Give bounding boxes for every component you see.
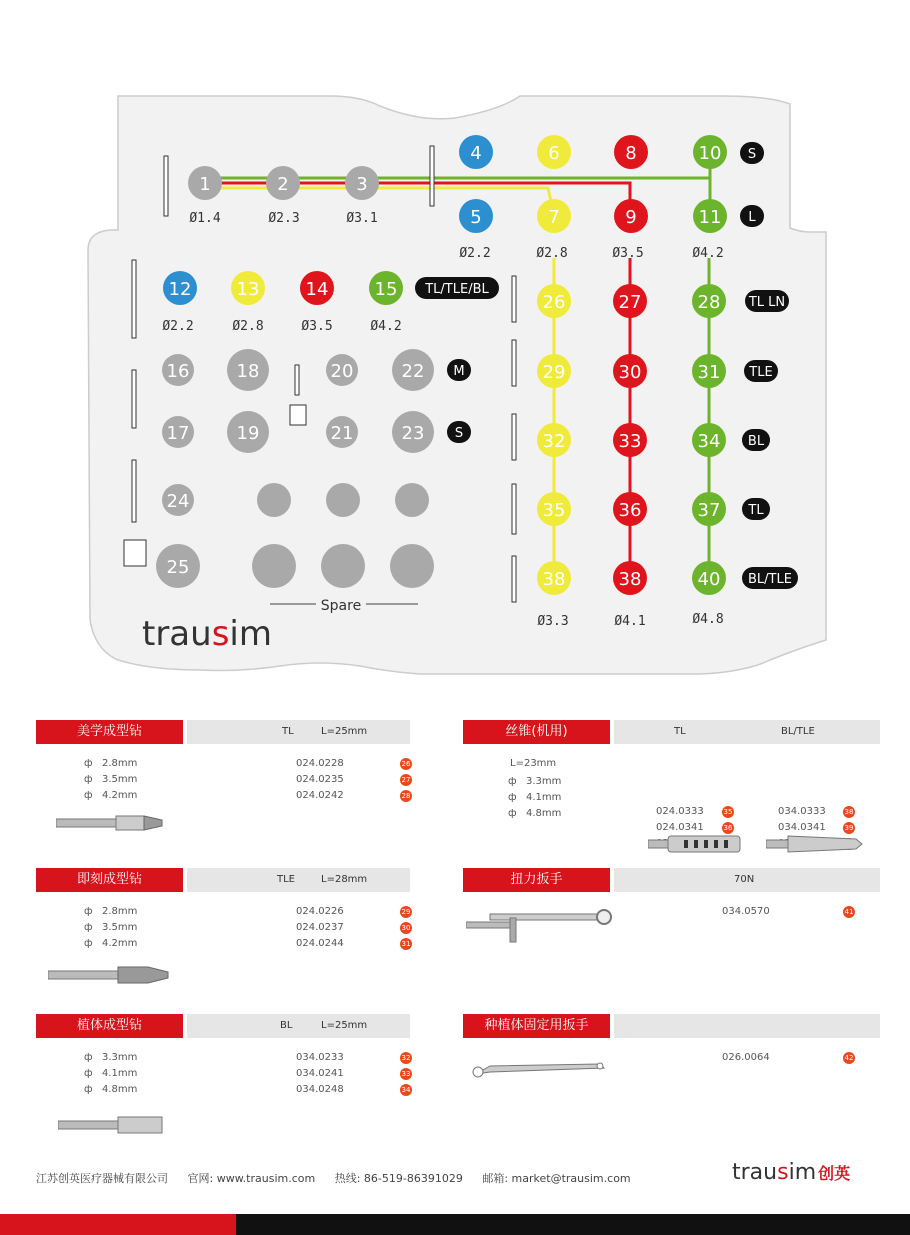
- header-length: L=28mm: [321, 874, 368, 885]
- phi-symbol: ф: [84, 774, 93, 785]
- tray-slot-number: 23: [401, 423, 425, 444]
- footer-logo: [732, 1160, 850, 1185]
- tray-slot-number: 1: [199, 174, 211, 195]
- product-code: 024.0333: [656, 806, 704, 817]
- torque-wrench-image: [466, 904, 616, 944]
- logo-text-mark: s: [777, 1160, 789, 1185]
- tag-label: S: [454, 426, 464, 441]
- tray-slot-number: 5: [470, 207, 482, 228]
- tray-slot-number: 38: [618, 569, 642, 590]
- diameter-label: Ø3.5: [301, 319, 333, 334]
- tray-slot-number: 27: [618, 292, 642, 313]
- header-length: L=25mm: [321, 1020, 368, 1031]
- implant-drill-image: [58, 1114, 170, 1136]
- slot-badge: 41: [844, 908, 854, 916]
- product-code: 024.0226: [296, 906, 344, 917]
- section-header: [187, 1014, 410, 1038]
- tray-slot-number: 37: [697, 500, 721, 521]
- tray-slot-number: 16: [166, 361, 190, 382]
- tap-tl-image: [648, 834, 748, 854]
- tag-label: TL LN: [748, 295, 786, 310]
- product-code: 024.0341: [656, 822, 704, 833]
- header-type: TL: [674, 726, 686, 737]
- diameter-label: Ø3.1: [346, 211, 378, 226]
- phi-symbol: ф: [84, 906, 93, 917]
- slot-badge: 31: [401, 940, 411, 948]
- tray-slot-number: 30: [618, 362, 642, 383]
- tray-slot-number: 2: [277, 174, 289, 195]
- diameter-spec: 4.1mm: [526, 792, 562, 803]
- tag-label: TLE: [749, 365, 773, 380]
- header-type: TL: [282, 726, 294, 737]
- spare-slot-circle: [390, 544, 434, 588]
- slot-badge: 27: [401, 776, 411, 784]
- slot-badge: 39: [844, 824, 854, 832]
- header-type: BL: [280, 1020, 293, 1031]
- diameter-spec: 4.2mm: [102, 790, 138, 801]
- footer-website: 官网: www.trausim.com: [187, 1172, 316, 1185]
- tray-slot-number: 7: [548, 207, 560, 228]
- product-code: 034.0570: [722, 906, 770, 917]
- section-sub-label: L=23mm: [510, 758, 557, 769]
- tray-slot-number: 38: [542, 569, 566, 590]
- phi-symbol: ф: [84, 938, 93, 949]
- section-title: 美学成型钻: [36, 720, 183, 744]
- diameter-spec: 4.2mm: [102, 938, 138, 949]
- tray-slot-number: 10: [698, 143, 722, 164]
- tray-slot-number: 35: [542, 500, 566, 521]
- tray-slot-number: 19: [236, 423, 260, 444]
- section-header: [614, 868, 880, 892]
- product-code: 026.0064: [722, 1052, 770, 1063]
- phi-symbol: ф: [84, 758, 93, 769]
- footer-bar-black: [236, 1214, 910, 1235]
- product-code: 024.0235: [296, 774, 344, 785]
- fixture-wrench-image: [470, 1058, 610, 1080]
- aesthetic-drill-image: [56, 812, 166, 834]
- diameter-label: Ø2.8: [536, 246, 568, 261]
- diameter-label: Ø4.2: [370, 319, 402, 334]
- spare-slot-circle: [257, 483, 291, 517]
- tray-slot-number: 20: [330, 361, 354, 382]
- product-code: 034.0233: [296, 1052, 344, 1063]
- tray-slot-number: 13: [236, 279, 260, 300]
- diameter-label: Ø2.2: [459, 246, 491, 261]
- logo-text-post: im: [788, 1160, 817, 1185]
- product-code: 024.0228: [296, 758, 344, 769]
- instrument-sketch: [512, 276, 516, 322]
- tray-slot-number: 29: [542, 362, 566, 383]
- diameter-label: Ø2.2: [162, 319, 194, 334]
- product-code: 024.0244: [296, 938, 344, 949]
- tray-slot-number: 8: [625, 143, 637, 164]
- immediate-drill-image: [48, 964, 178, 986]
- spare-label: Spare: [320, 598, 362, 614]
- instrument-head: [290, 405, 306, 425]
- instrument-sketch: [512, 340, 516, 386]
- instrument-sketch: [512, 484, 516, 534]
- tray-slot-number: 26: [542, 292, 566, 313]
- diameter-label: Ø3.5: [612, 246, 644, 261]
- tray-slot-number: 9: [625, 207, 637, 228]
- product-code: 034.0341: [778, 822, 826, 833]
- tap-bl-image: [766, 834, 866, 854]
- phi-symbol: ф: [508, 792, 517, 803]
- tray-slot-number: 34: [697, 431, 721, 452]
- tray-slot-number: 18: [236, 361, 260, 382]
- phi-symbol: ф: [84, 1084, 93, 1095]
- section-header: [187, 868, 410, 892]
- section-title: 种植体固定用扳手: [463, 1014, 610, 1038]
- tray-slot-number: 25: [166, 557, 190, 578]
- footer-email: 邮箱: market@trausim.com: [482, 1172, 631, 1185]
- spare-slot-circle: [326, 483, 360, 517]
- tray-slot-number: 6: [548, 143, 560, 164]
- phi-symbol: ф: [508, 808, 517, 819]
- phi-symbol: ф: [508, 776, 517, 787]
- spare-slot-circle: [321, 544, 365, 588]
- footer-company: 江苏创英医疗器械有限公司: [36, 1172, 168, 1185]
- tray-slot-number: 14: [305, 279, 329, 300]
- instrument-sketch: [132, 260, 136, 338]
- diameter-label: Ø4.8: [692, 612, 724, 627]
- spare-slot-circle: [395, 483, 429, 517]
- diameter-label: Ø1.4: [189, 211, 221, 226]
- slot-badge: 35: [723, 808, 733, 816]
- logo-cn: 创英: [818, 1164, 851, 1183]
- diameter-spec: 2.8mm: [102, 906, 138, 917]
- slot-badge: 42: [844, 1054, 854, 1062]
- tray-slot-number: 17: [166, 423, 190, 444]
- header-type: TLE: [277, 874, 295, 885]
- diameter-spec: 4.1mm: [102, 1068, 138, 1079]
- section-title: 植体成型钻: [36, 1014, 183, 1038]
- tag-label: TL: [748, 503, 764, 518]
- diameter-spec: 3.5mm: [102, 774, 138, 785]
- tray-slot-number: 15: [374, 279, 398, 300]
- diameter-spec: 3.3mm: [526, 776, 562, 787]
- footer-phone: 热线: 86-519-86391029: [334, 1172, 463, 1185]
- tray-slot-number: 31: [697, 362, 721, 383]
- instrument-sketch: [132, 370, 136, 428]
- diameter-spec: 4.8mm: [526, 808, 562, 819]
- footer-bar-red: [0, 1214, 236, 1235]
- product-code: 034.0241: [296, 1068, 344, 1079]
- spare-slot-circle: [252, 544, 296, 588]
- section-title: 扭力扳手: [463, 868, 610, 892]
- logo-text-pre: trau: [732, 1160, 778, 1185]
- diameter-spec: 2.8mm: [102, 758, 138, 769]
- diameter-label: Ø2.8: [232, 319, 264, 334]
- slot-badge: 29: [401, 908, 411, 916]
- tray-slot-number: 11: [698, 207, 722, 228]
- instrument-sketch: [295, 365, 299, 395]
- tag-label: BL/TLE: [748, 572, 792, 587]
- header-type-2: BL/TLE: [781, 726, 815, 737]
- phi-symbol: ф: [84, 1052, 93, 1063]
- diameter-label: Ø4.2: [692, 246, 724, 261]
- tag-label: TL/TLE/BL: [425, 282, 489, 297]
- instrument-sketch: [164, 156, 168, 216]
- tag-label: S: [747, 147, 757, 162]
- phi-symbol: ф: [84, 1068, 93, 1079]
- instrument-sketch: [430, 146, 434, 206]
- tray-slot-number: 21: [330, 423, 354, 444]
- product-code: 024.0237: [296, 922, 344, 933]
- slot-badge: 33: [401, 1070, 411, 1078]
- slot-badge: 30: [401, 924, 411, 932]
- phi-symbol: ф: [84, 790, 93, 801]
- slot-badge: 36: [723, 824, 733, 832]
- diameter-spec: 4.8mm: [102, 1084, 138, 1095]
- tray-logo: trausim: [142, 614, 272, 654]
- tag-label: BL: [747, 434, 765, 449]
- diameter-label: Ø4.1: [614, 614, 646, 629]
- section-header: [187, 720, 410, 744]
- header-torque: 70N: [734, 874, 755, 885]
- tray-slot-number: 32: [542, 431, 566, 452]
- tag-label: L: [748, 210, 756, 225]
- diameter-label: Ø2.3: [268, 211, 300, 226]
- tray-slot-number: 22: [401, 361, 425, 382]
- section-header: [614, 1014, 880, 1038]
- instrument-head: [124, 540, 146, 566]
- instrument-sketch: [132, 460, 136, 522]
- slot-badge: 28: [401, 792, 411, 800]
- product-code: 024.0242: [296, 790, 344, 801]
- tray-slot-number: 40: [697, 569, 721, 590]
- tray-slot-number: 3: [356, 174, 368, 195]
- section-title: 即刻成型钻: [36, 868, 183, 892]
- section-title: 丝锥(机用): [463, 720, 610, 744]
- tray-slot-number: 12: [168, 279, 192, 300]
- tray-slot-number: 24: [166, 491, 190, 512]
- footer-contact: [36, 1170, 647, 1186]
- tray-slot-number: 4: [470, 143, 482, 164]
- header-length: L=25mm: [321, 726, 368, 737]
- diameter-spec: 3.3mm: [102, 1052, 138, 1063]
- tray-slot-number: 33: [618, 431, 642, 452]
- instrument-sketch: [512, 414, 516, 460]
- section-header: [614, 720, 880, 744]
- section-fixture-wrench: [463, 1014, 880, 1154]
- tag-label: M: [453, 364, 465, 379]
- tray-slot-number: 28: [697, 292, 721, 313]
- diameter-spec: 3.5mm: [102, 922, 138, 933]
- phi-symbol: ф: [84, 922, 93, 933]
- slot-badge: 26: [401, 760, 411, 768]
- tray-slot-number: 36: [618, 500, 642, 521]
- product-code: 034.0333: [778, 806, 826, 817]
- instrument-sketch: [512, 556, 516, 602]
- slot-badge: 38: [844, 808, 854, 816]
- slot-badge: 32: [401, 1054, 411, 1062]
- diameter-label: Ø3.3: [537, 614, 569, 629]
- slot-badge: 34: [401, 1086, 411, 1094]
- product-code: 034.0248: [296, 1084, 344, 1095]
